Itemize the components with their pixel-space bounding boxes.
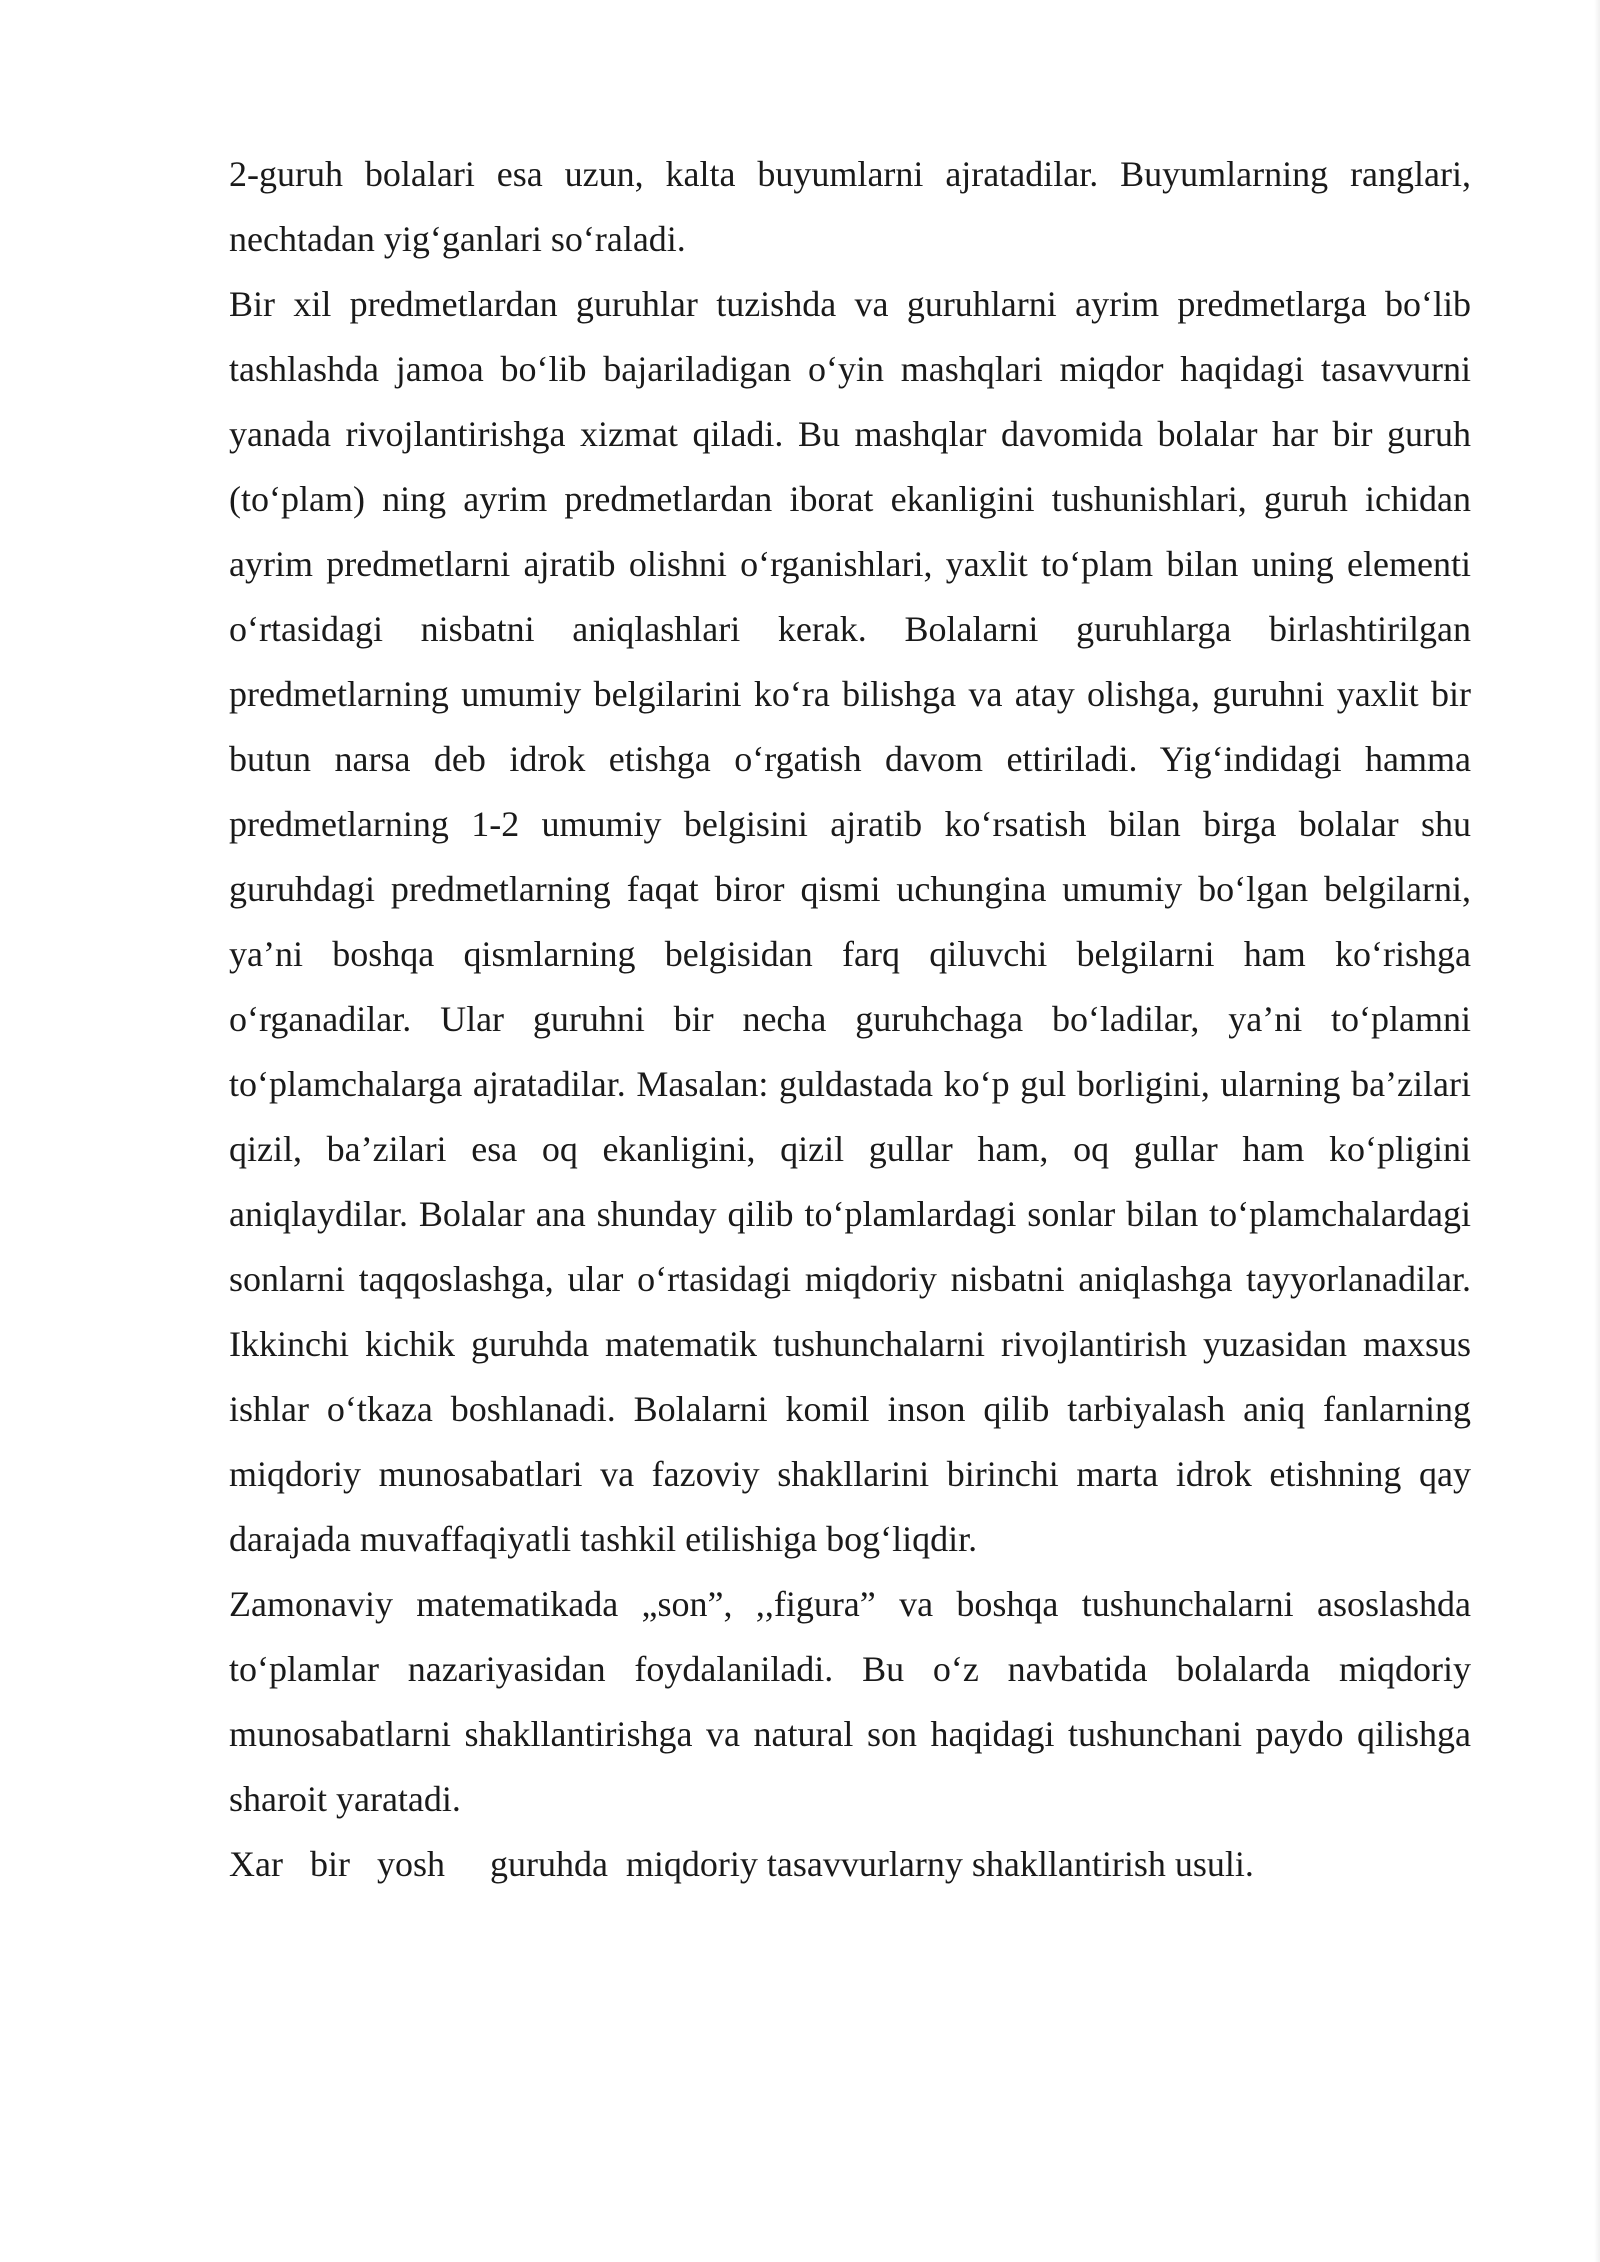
document-page xyxy=(229,142,1471,1897)
page-edge-shadow xyxy=(1594,0,1600,2262)
paragraph-4-heading: Xar bir yosh guruhda miqdoriy tasavvurlarny shakllantirish usuli. xyxy=(229,1844,1254,1884)
paragraph-2: Bir xil predmetlardan guruhlar tuzishda va guruhlarni ayrim predmetlarga bo‘lib tashlashda jamoa bo‘lib bajariladigan o‘yin mashqlari miqdor haqidagi tasavvurni yanada rivojlantirishga xizmat qiladi. Bu mashqlar davomida bolalar har bir guruh (to‘plam) ning ayrim predmetlardan iborat ekanligini tushunishlari, guruh ichidan ayrim predmetlarni ajratib olishni o‘rganishlari, yaxlit to‘plam bilan uning elementi o‘rtasidagi nisbatni aniqlashlari kerak. Bolalarni guruhlarga birlashtirilgan predmetlarning umumiy belgilarini ko‘ra bilishga va atay olishga, guruhni yaxlit bir butun narsa deb idrok etishga o‘rgatish davom ettiriladi. Yig‘indidagi hamma predmetlarning 1-2 umumiy belgisini ajratib ko‘rsatish bilan birga bolalar shu guruhdagi predmetlarning faqat biror qismi uchungina umumiy bo‘lgan belgilarni, ya’ni boshqa qismlarning belgisidan farq qiluvchi belgilarni ham ko‘rishga o‘rganadilar. Ular guruhni bir necha guruhchaga bo‘ladilar, ya’ni to‘plamni to‘plamchalarga ajratadilar. Masalan: guldastada ko‘p gul borligini, ularning ba’zilari qizil, ba’zilari esa oq ekanligini, qizil gullar ham, oq gullar ham ko‘pligini aniqlaydilar. Bolalar ana shunday qilib to‘plamlardagi sonlar bilan to‘plamchalardagi sonlarni taqqoslashga, ular o‘rtasidagi miqdoriy nisbatni aniqlashga tayyorlanadilar. Ikkinchi kichik guruhda matematik tushunchalarni rivojlantirish yuzasidan maxsus ishlar o‘tkaza boshlanadi. Bolalarni komil inson qilib tarbiyalash aniq fanlarning miqdoriy munosabatlari va fazoviy shakllarini birinchi marta idrok etishning qay darajada muvaffaqiyatli tashkil etilishiga bog‘liqdir. xyxy=(229,284,1471,1559)
paragraph-3: Zamonaviy matematikada „son”, ,,figura” va boshqa tushunchalarni asoslashda to‘plamlar nazariyasidan foydalaniladi. Bu o‘z navbatida bolalarda miqdoriy munosabatlarni shakllantirishga va natural son haqidagi tushunchani paydo qilishga sharoit yaratadi. xyxy=(229,1584,1471,1819)
paragraph-1: 2-guruh bolalari esa uzun, kalta buyumlarni ajratadilar. Buyumlarning ranglari, nechtadan yig‘ganlari so‘raladi. xyxy=(229,154,1471,259)
